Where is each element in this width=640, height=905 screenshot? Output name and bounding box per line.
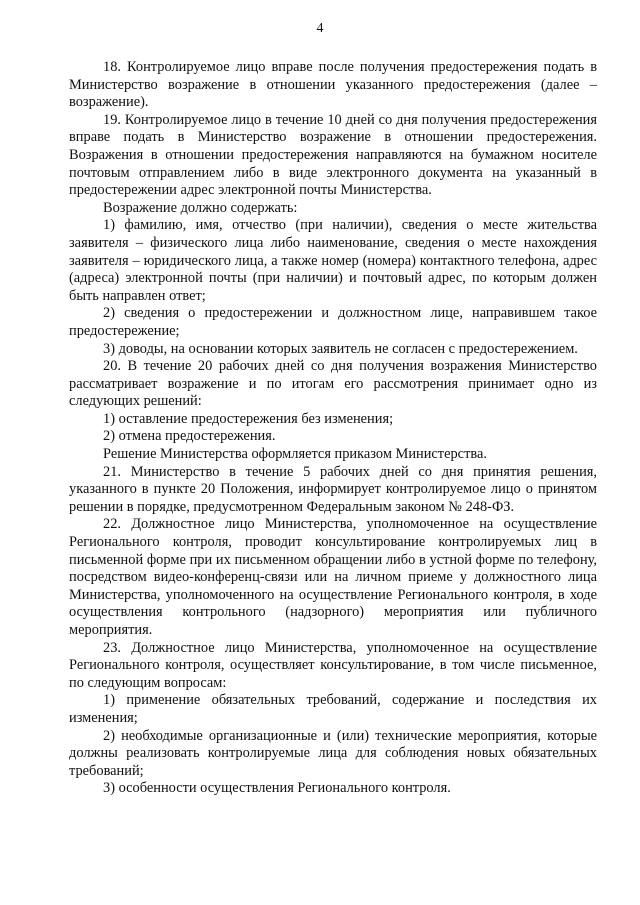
paragraph-19: 19. Контролируемое лицо в течение 10 дней со дня получения предостережения вправе подать в Министерство возражение в отношении предостережения. Возражения в отношении предостережения направляются на бумажном носителе почтовым отправлением либо в виде электронного документа на указанный в предостережении адрес электронной почты Министерства. xyxy=(69,111,597,199)
paragraph-20: 20. В течение 20 рабочих дней со дня получения возражения Министерство рассматривает возражение и по итогам его рассмотрения принимает одно из следующих решений: xyxy=(69,358,597,410)
list-item-2: 2) сведения о предостережении и должностном лице, направившем такое предостережение; xyxy=(69,305,597,339)
page-number: 4 xyxy=(316,21,324,36)
paragraph-21: 21. Министерство в течение 5 рабочих дней со дня принятия решения, указанного в пункте 20 Положения, информирует контролируемое лицо о принятом решении в порядке, предусмотренном Федеральным законом № 248-ФЗ. xyxy=(69,463,597,515)
list-item-1: 1) фамилию, имя, отчество (при наличии), сведения о месте жительства заявителя – физического лица либо наименование, сведения о месте нахождения заявителя – юридического лица, а также номер (номера) контактного телефона, адрес (адреса) электронной почты (при наличии) и почтовый адрес, по которым должен быть направлен ответ; xyxy=(69,217,597,304)
paragraph-22: 22. Должностное лицо Министерства, уполномоченное на осуществление Регионального контроля, проводит консультирование контролируемых лиц в письменной форме при их письменном обращении либо в устной форме по телефону, посредством видео-конференц-связи или на личном приеме у должностного лица Министерства, уполномоченного на осуществление Регионального контроля, в ходе осуществления контрольного (надзорного) мероприятия или публичного мероприятия. xyxy=(69,516,597,638)
paragraph-decision-order: Решение Министерства оформляется приказом Министерства. xyxy=(103,446,487,463)
document-body xyxy=(69,59,597,798)
paragraph-23: 23. Должностное лицо Министерства, уполномоченное на осуществление Регионального контроля, осуществляет консультирование, в том числе письменное, по следующим вопросам: xyxy=(69,639,597,691)
decision-item-1: 1) оставление предостережения без изменения; xyxy=(103,410,394,427)
decision-item-2: 2) отмена предостережения. xyxy=(103,428,276,445)
list-item-3: 3) доводы, на основании которых заявитель не согласен с предостережением. xyxy=(103,340,578,357)
topic-item-3: 3) особенности осуществления Регионального контроля. xyxy=(103,780,451,797)
topic-item-1: 1) применение обязательных требований, содержание и последствия их изменения; xyxy=(69,692,597,726)
topic-item-2: 2) необходимые организационные и (или) технические мероприятия, которые должны реализовать контролируемые лица для соблюдения новых обязательных требований; xyxy=(69,727,597,779)
paragraph-objection-contents: Возражение должно содержать: xyxy=(103,199,298,216)
paragraph-18: 18. Контролируемое лицо вправе после получения предостережения подать в Министерство возражение в отношении указанного предостережения (далее – возражение). xyxy=(69,59,597,111)
